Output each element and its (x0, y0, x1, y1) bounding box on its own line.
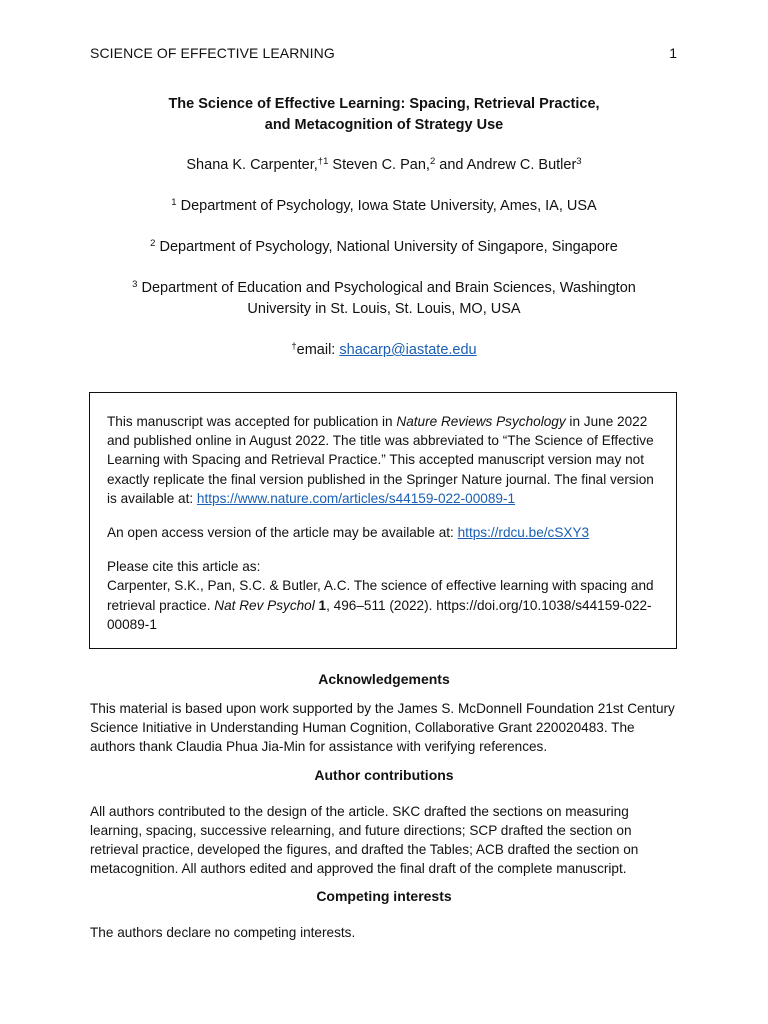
affiliation-2-text: Department of Psychology, National University of Singapore, Singapore (155, 239, 618, 255)
citation-volume: 1 (314, 597, 327, 613)
notice-text-2a: An open access version of the article may be available at: (107, 525, 458, 541)
notice-text-1a: This manuscript was accepted for publication in (107, 414, 397, 429)
citation-text-a: Carpenter, S.K., Pan, S.C. & Butler, A.C. The science of effective learning with spacing and retrieval practice. (107, 578, 654, 613)
email-label: email: (296, 342, 340, 358)
cite-label: Please cite this article as: (107, 559, 261, 575)
acknowledgements-text: This material is based upon work supported by the James S. McDonnell Foundation 21st Century Science Initiative in Understanding Human Cognition, Collaborative Grant 220020483. The authors thank Claudia Phua Jia-Min for assistance with verifying references. (90, 701, 675, 754)
notice-paragraph-2 (107, 523, 659, 542)
contact-email (90, 340, 678, 361)
journal-name: Nature Reviews Psychology (396, 414, 566, 429)
acknowledgements-heading: Acknowledgements (318, 671, 450, 687)
author-contributions-text: All authors contributed to the design of the article. SKC drafted the sections on measuring learning, spacing, successive relearning, and future directions; SCP drafted the section on retrieval practice, developed the figures, and drafted the Tables; ACB drafted the section on metacognition. All authors edited and approved the final draft of the complete manuscript. (90, 804, 639, 876)
author-2: Steven C. Pan, (328, 157, 430, 173)
open-access-link[interactable]: https://rdcu.be/cSXY3 (457, 525, 590, 541)
affiliation-3-text: Department of Education and Psychological and Brain Sciences, Washington University in St. Louis, St. Louis, MO, USA (137, 280, 636, 317)
page-number: 1 (669, 45, 677, 61)
citation-journal: Nat Rev Psychol (214, 597, 315, 613)
affiliation-2 (90, 237, 678, 258)
author-contributions-section (90, 802, 682, 878)
affiliation-3-marker: 3 (132, 279, 138, 290)
author-1: Shana K. Carpenter, (186, 157, 318, 173)
author-contributions-heading: Author contributions (314, 767, 454, 783)
competing-interests-text: The authors declare no competing interests. (90, 925, 356, 940)
notice-text-1b: in June 2022 and published online in August 2022. The title was abbreviated to “The Science of Effective Learning with Spacing and Retrieval Practice.” This accepted manuscript version may not exactly replicate the final version published in the Springer Nature journal. The final version is available at: (107, 414, 654, 506)
author-2-marker: 2 (429, 156, 436, 167)
author-3-marker: 3 (576, 156, 582, 167)
contact-marker: † (291, 341, 297, 352)
competing-interests-section (90, 923, 682, 942)
affiliation-3 (112, 278, 656, 320)
title-line-2: and Metacognition of Strategy Use (264, 117, 504, 133)
notice-paragraph-3 (107, 557, 659, 634)
author-3: and Andrew C. Butler (435, 157, 577, 173)
publication-notice-box (89, 392, 677, 649)
paper-title (90, 94, 678, 136)
affiliation-1 (90, 196, 678, 217)
email-link[interactable]: shacarp@iastate.edu (339, 342, 477, 358)
author-1-marker: †1 (317, 156, 329, 167)
affiliation-1-marker: 1 (171, 197, 177, 208)
title-line-1: The Science of Effective Learning: Spacing, Retrieval Practice, (168, 96, 600, 112)
notice-paragraph-1 (107, 412, 659, 508)
affiliation-1-text: Department of Psychology, Iowa State University, Ames, IA, USA (176, 198, 597, 214)
citation-text-b: , 496–511 (2022). https://doi.org/10.1038/s44159-022-00089-1 (107, 597, 652, 632)
running-head: SCIENCE OF EFFECTIVE LEARNING (90, 45, 335, 61)
competing-interests-heading: Competing interests (316, 888, 452, 904)
acknowledgements-section (90, 699, 682, 756)
author-list (90, 155, 678, 176)
final-version-link[interactable]: https://www.nature.com/articles/s44159-022-00089-1 (196, 490, 516, 506)
affiliation-2-marker: 2 (150, 238, 156, 249)
